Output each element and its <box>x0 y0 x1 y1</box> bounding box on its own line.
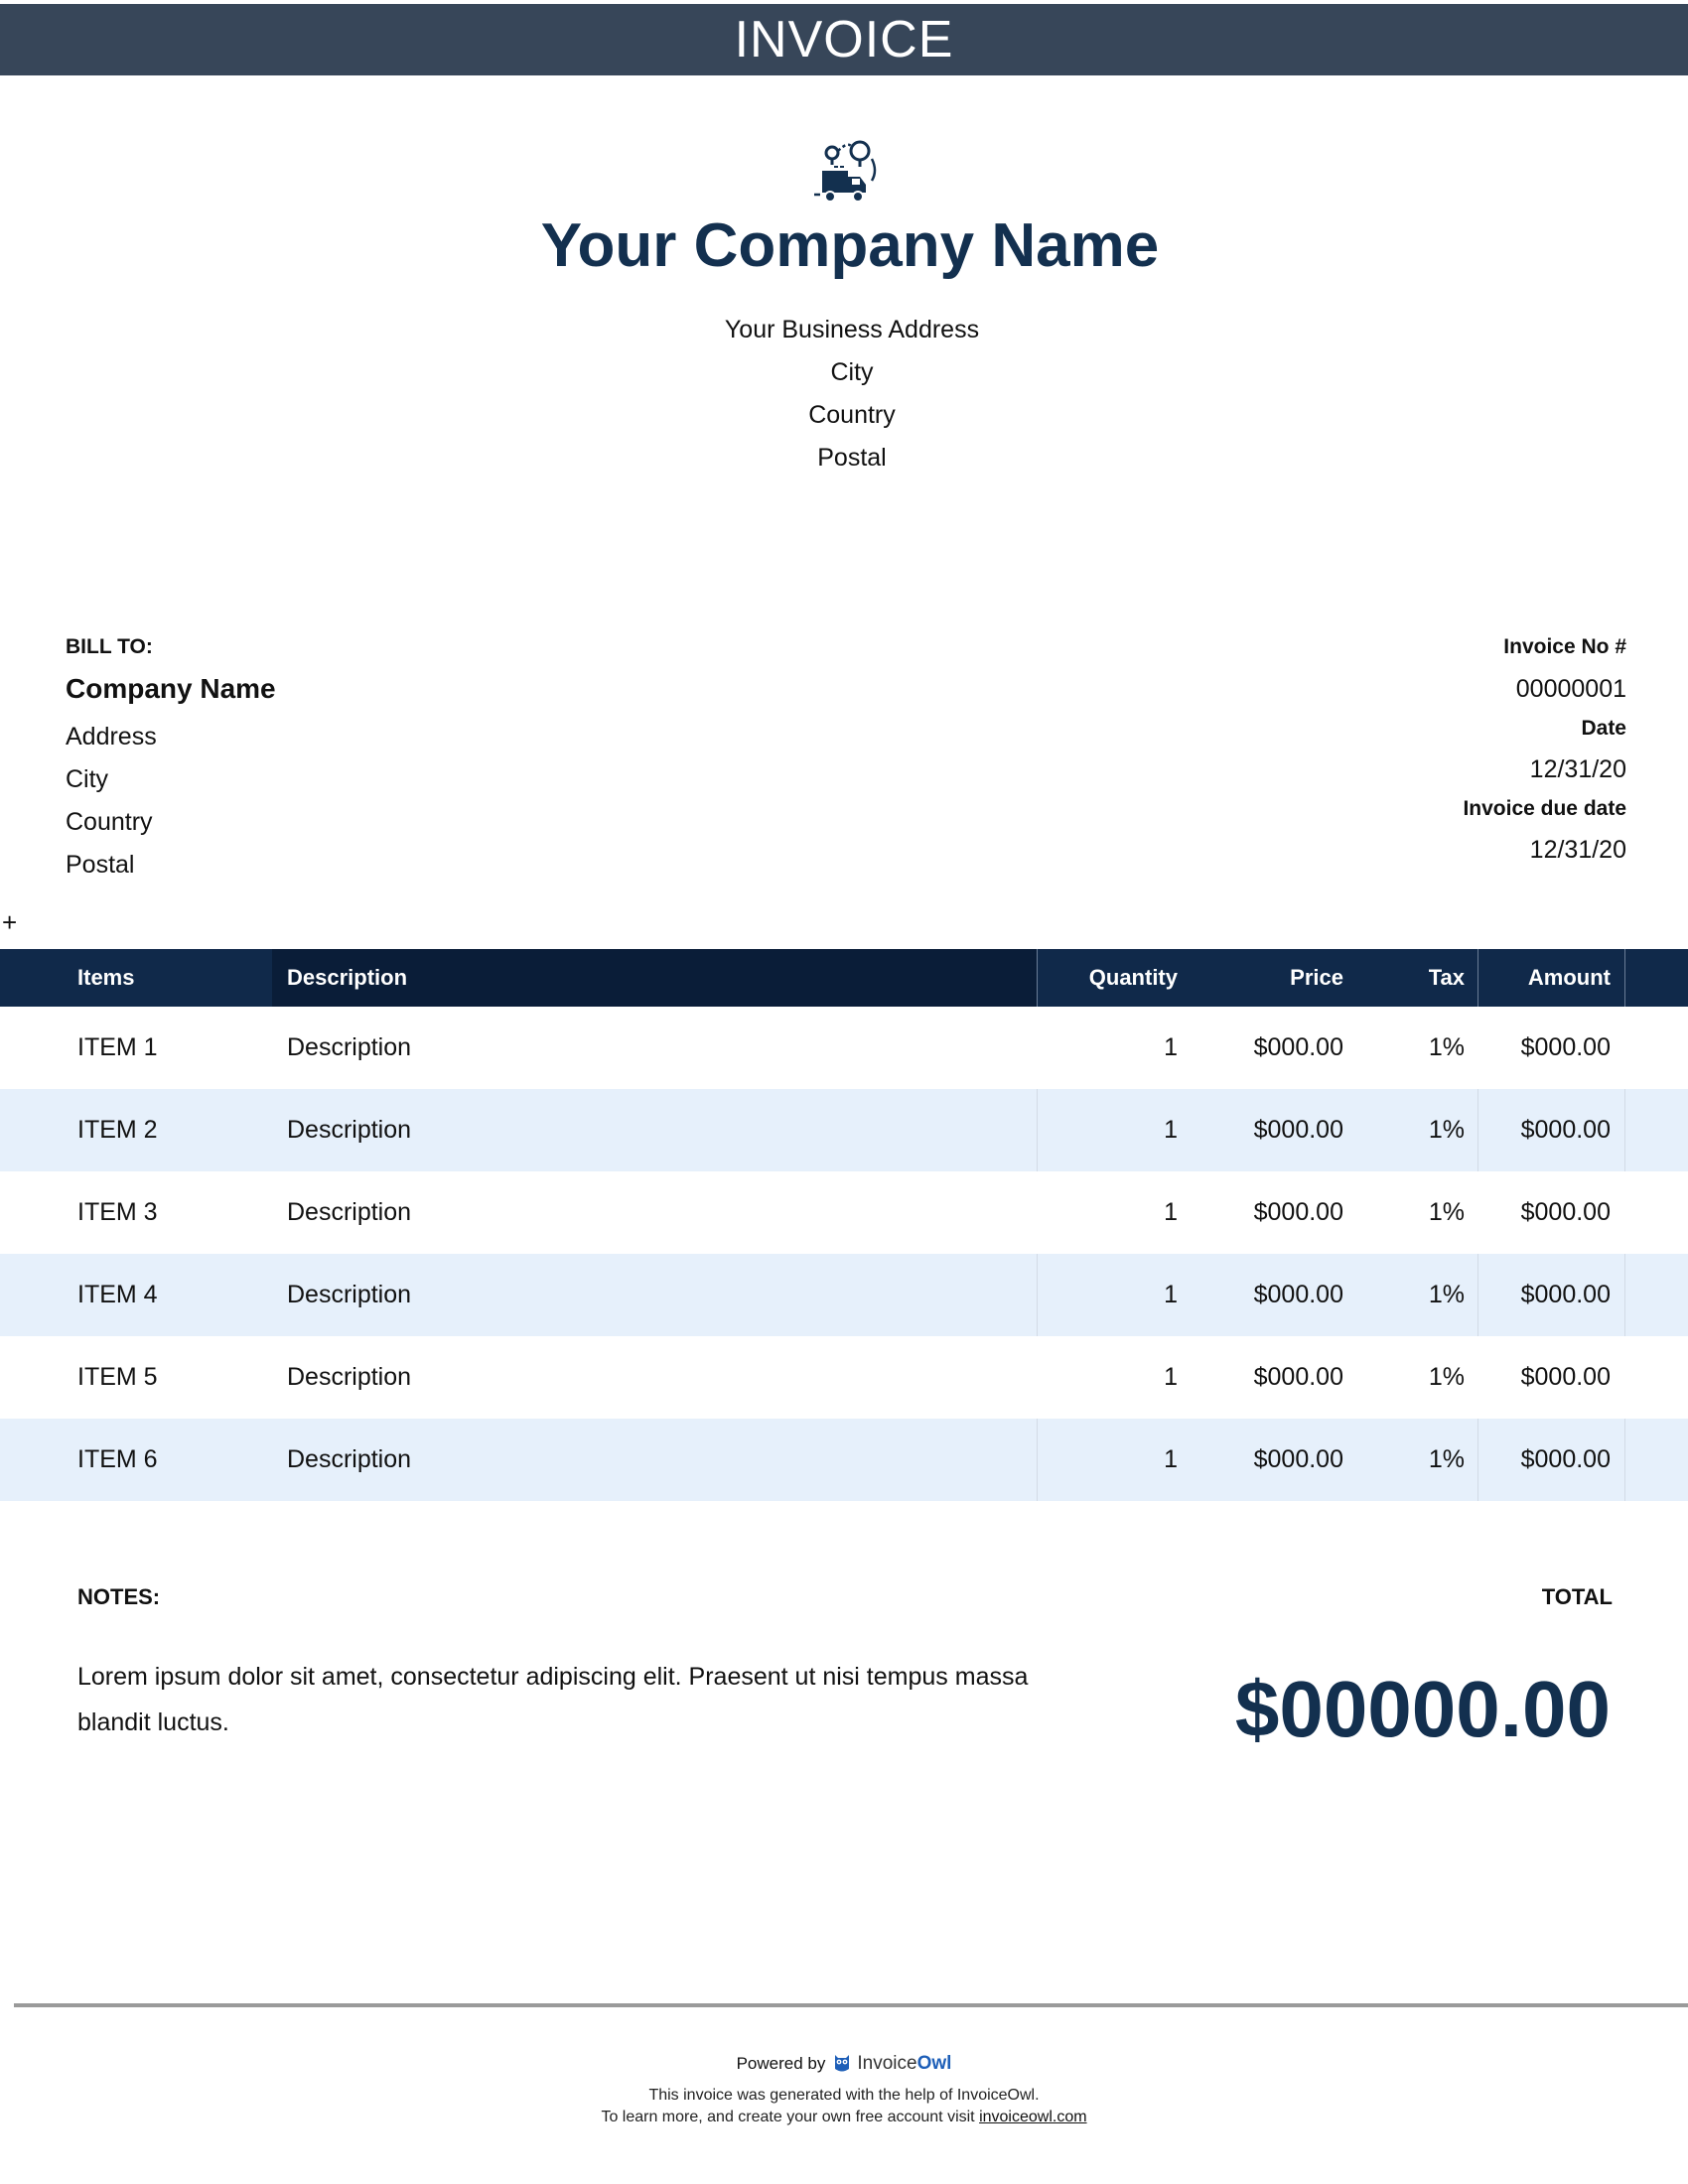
row-item: ITEM 4 <box>77 1281 158 1308</box>
items-table-header <box>0 949 1688 1007</box>
row-price: $000.00 <box>1253 1281 1343 1308</box>
powered-by-label: Powered by <box>736 2054 826 2073</box>
row-description: Description <box>287 1281 412 1308</box>
notes-text: Lorem ipsum dolor sit amet, consectetur adipiscing elit. Praesent ut nisi tempus massa blandit luctus. <box>77 1663 1029 1736</box>
total-amount: $00000.00 <box>1234 1665 1611 1753</box>
invoice-number: 00000001 <box>1515 675 1626 703</box>
header-tax: Tax <box>1428 965 1465 990</box>
footer-divider <box>14 2003 1688 2007</box>
row-item: ITEM 1 <box>77 1033 158 1061</box>
row-amount: $000.00 <box>1520 1363 1611 1391</box>
row-item: ITEM 6 <box>77 1445 158 1473</box>
row-amount: $000.00 <box>1520 1281 1611 1308</box>
row-item: ITEM 5 <box>77 1363 158 1391</box>
row-tax: 1% <box>1428 1281 1465 1308</box>
bill-to-city: City <box>66 765 109 793</box>
footer-line-2-text: To learn more, and create your own free account visit <box>601 2109 975 2125</box>
row-tax: 1% <box>1428 1445 1465 1473</box>
delivery-truck-location-icon <box>812 137 884 208</box>
invoice-number-label: Invoice No # <box>1503 635 1626 658</box>
invoice-due-date: 12/31/20 <box>1529 836 1626 864</box>
row-item: ITEM 3 <box>77 1198 158 1226</box>
table-row <box>0 1171 1688 1254</box>
table-row <box>0 1336 1688 1419</box>
bill-to-company: Company Name <box>66 673 276 704</box>
row-description: Description <box>287 1363 412 1391</box>
invoiceowl-brand[interactable] <box>833 2051 951 2078</box>
table-row <box>0 1089 1688 1171</box>
row-tax: 1% <box>1428 1363 1465 1391</box>
row-description: Description <box>287 1445 412 1473</box>
row-price: $000.00 <box>1253 1116 1343 1144</box>
header-quantity: Quantity <box>1088 965 1178 990</box>
row-amount: $000.00 <box>1520 1033 1611 1061</box>
notes-label: NOTES: <box>77 1584 161 1609</box>
row-description: Description <box>287 1116 412 1144</box>
total-label: TOTAL <box>1541 1584 1613 1609</box>
bill-to-country: Country <box>66 808 153 836</box>
table-row <box>0 1254 1688 1336</box>
header-description: Description <box>287 965 408 990</box>
row-quantity: 1 <box>1164 1116 1178 1144</box>
row-item: ITEM 2 <box>77 1116 158 1144</box>
header-items: Items <box>77 965 135 990</box>
company-postal: Postal <box>817 444 887 472</box>
footer-line-1: This invoice was generated with the help of InvoiceOwl. <box>648 2087 1040 2104</box>
row-amount: $000.00 <box>1520 1198 1611 1226</box>
row-quantity: 1 <box>1164 1363 1178 1391</box>
row-tax: 1% <box>1428 1198 1465 1226</box>
company-name: Your Company Name <box>540 211 1160 280</box>
invoice-title: INVOICE <box>734 11 954 68</box>
row-description: Description <box>287 1033 412 1061</box>
brand-name-invoice: Invoice <box>857 2053 917 2074</box>
table-row <box>0 1007 1688 1089</box>
row-amount: $000.00 <box>1520 1116 1611 1144</box>
row-description: Description <box>287 1198 412 1226</box>
row-quantity: 1 <box>1164 1445 1178 1473</box>
invoice-banner <box>0 4 1688 75</box>
add-row-button[interactable]: + <box>2 907 18 937</box>
header-price: Price <box>1290 965 1343 990</box>
invoiceowl-link[interactable]: invoiceowl.com <box>979 2109 1087 2125</box>
bill-to-postal: Postal <box>66 851 135 879</box>
powered-by <box>0 2051 1688 2077</box>
row-tax: 1% <box>1428 1116 1465 1144</box>
row-price: $000.00 <box>1253 1033 1343 1061</box>
header-amount: Amount <box>1527 965 1611 990</box>
row-amount: $000.00 <box>1520 1445 1611 1473</box>
row-price: $000.00 <box>1253 1363 1343 1391</box>
row-tax: 1% <box>1428 1033 1465 1061</box>
owl-logo-icon <box>833 2051 851 2078</box>
invoice-due-label: Invoice due date <box>1463 797 1626 820</box>
company-country: Country <box>808 401 896 429</box>
table-row <box>0 1419 1688 1501</box>
company-city: City <box>830 358 874 386</box>
invoice-date-label: Date <box>1581 717 1626 740</box>
row-quantity: 1 <box>1164 1198 1178 1226</box>
brand-name-owl: Owl <box>916 2053 952 2074</box>
company-address: Your Business Address <box>724 316 980 343</box>
footer-line-2 <box>0 2109 1688 2126</box>
row-price: $000.00 <box>1253 1445 1343 1473</box>
invoice-date: 12/31/20 <box>1529 755 1626 783</box>
bill-to-label: BILL TO: <box>66 635 153 658</box>
row-quantity: 1 <box>1164 1281 1178 1308</box>
row-price: $000.00 <box>1253 1198 1343 1226</box>
row-quantity: 1 <box>1164 1033 1178 1061</box>
bill-to-address: Address <box>66 723 157 751</box>
